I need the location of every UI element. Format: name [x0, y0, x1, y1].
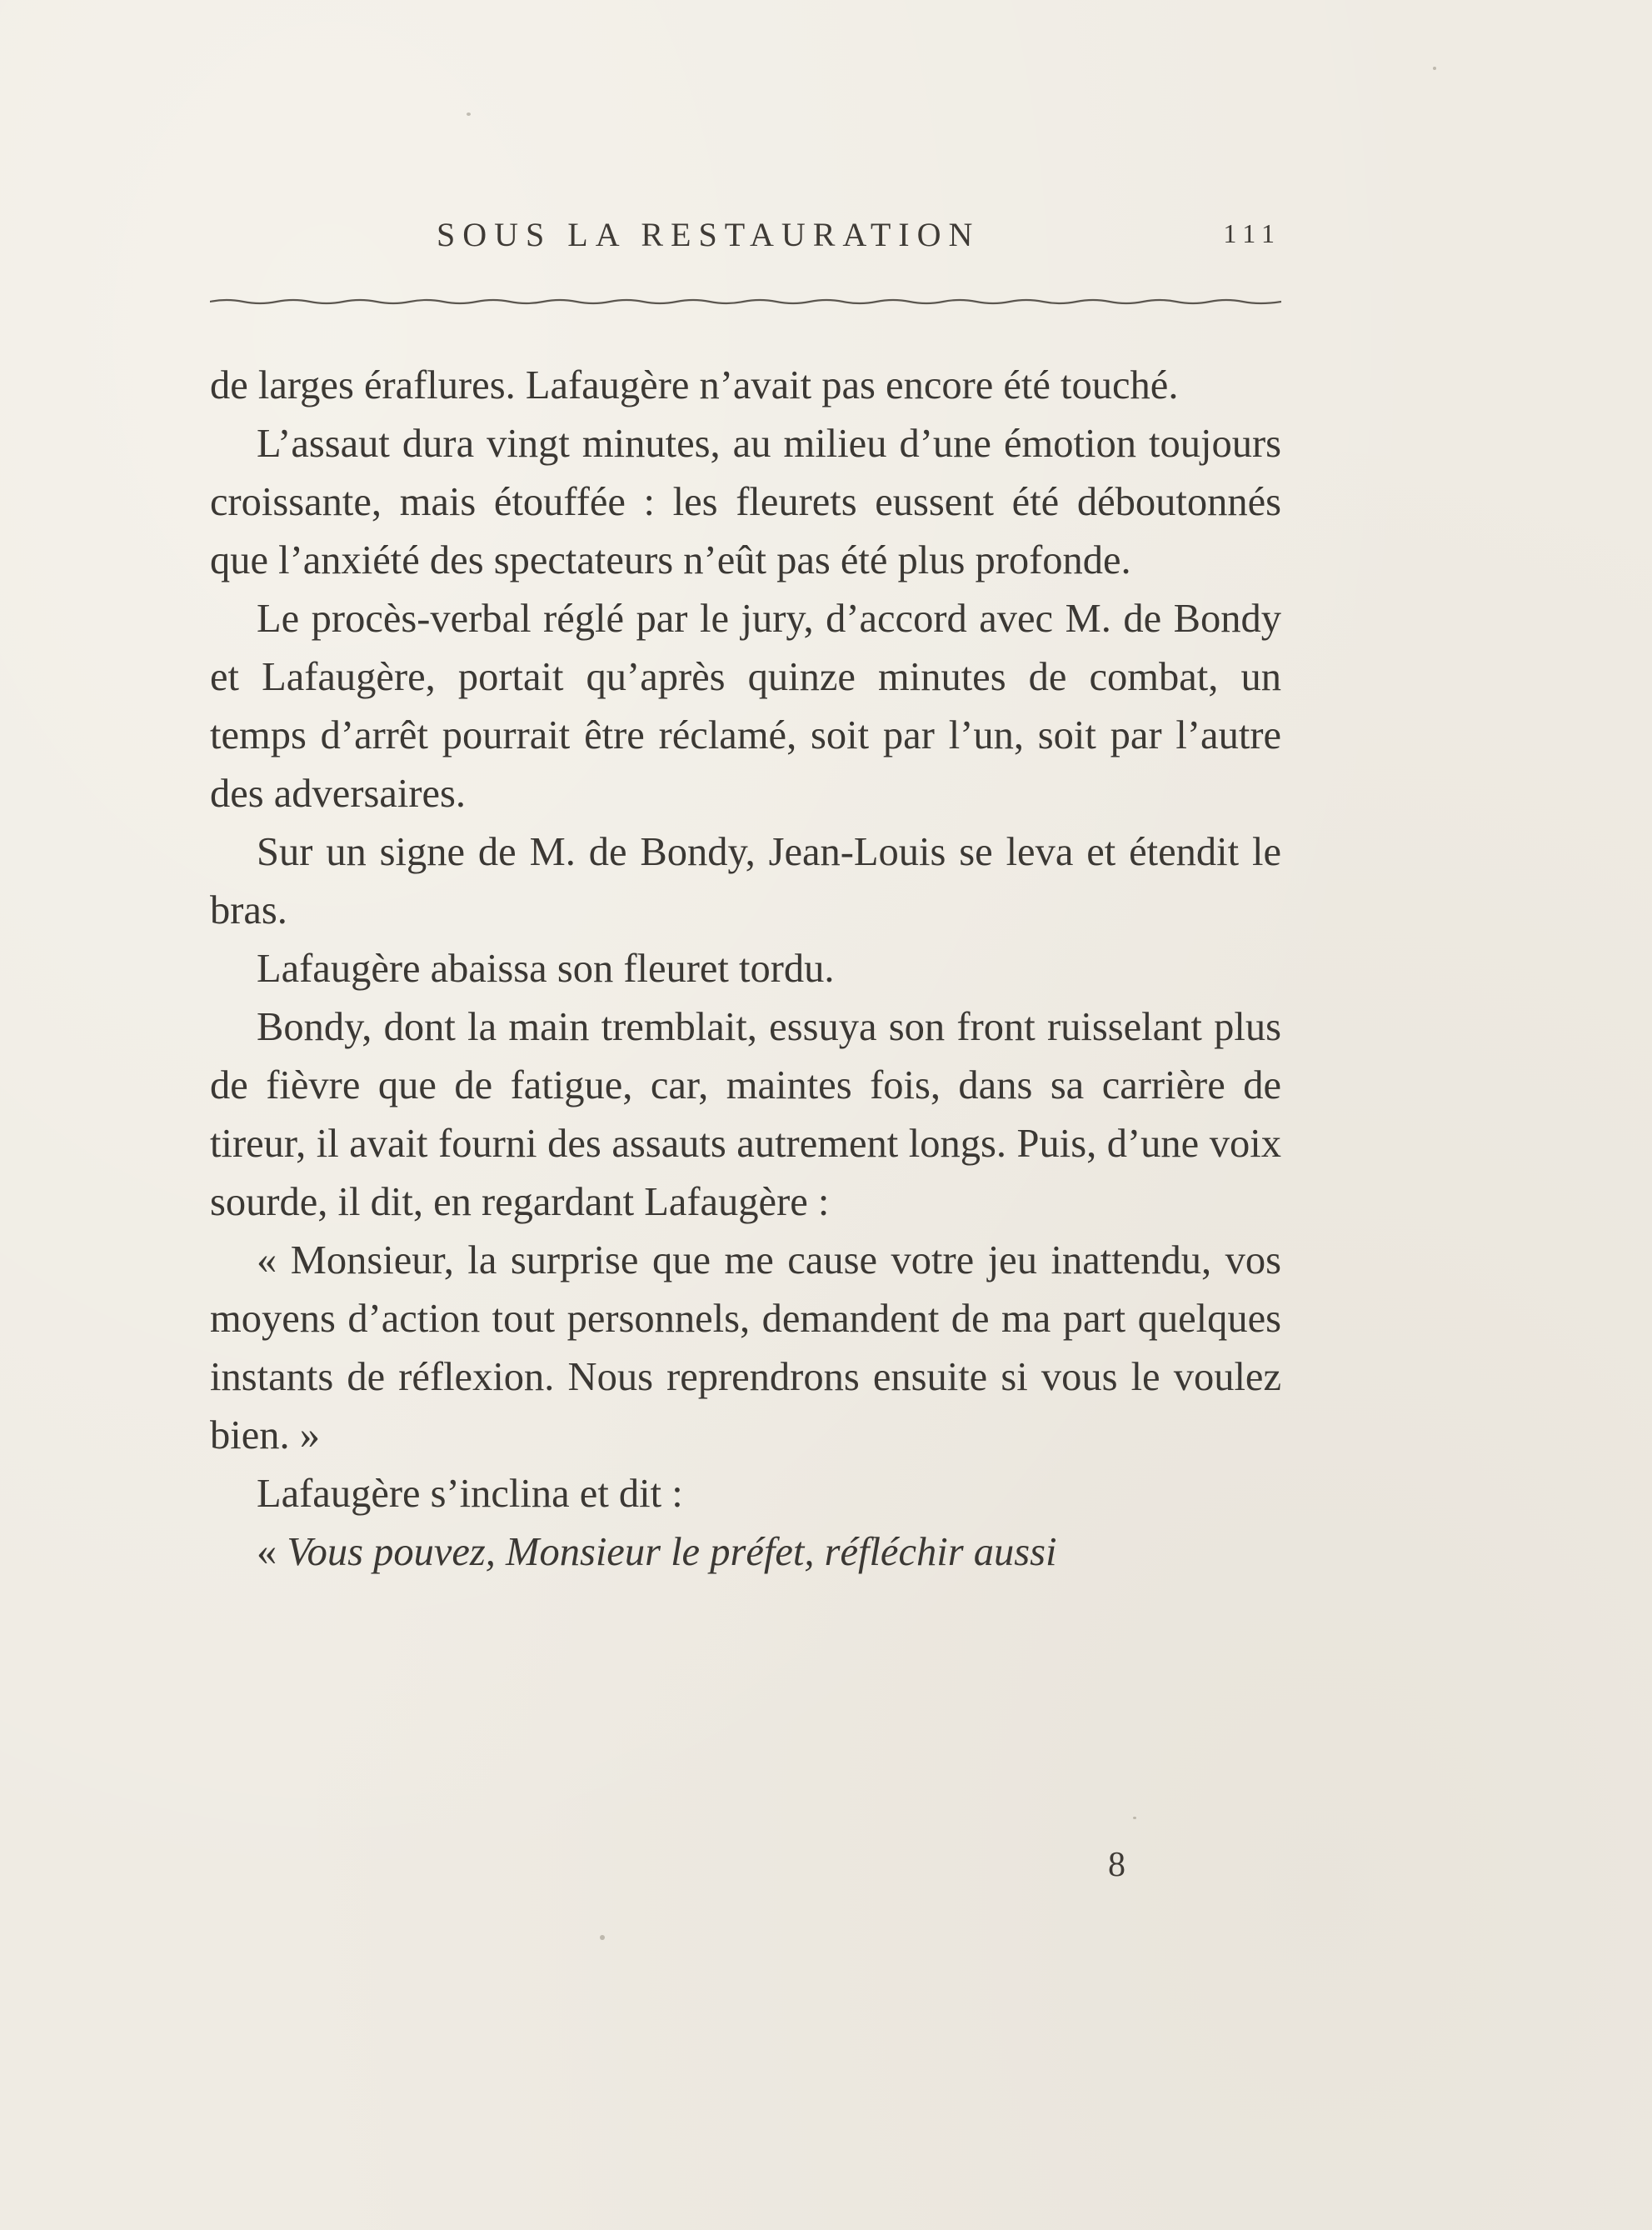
paper-speck: [1433, 67, 1436, 70]
italic-text: Vous pouvez, Monsieur le préfet, réfléchir aussi: [287, 1530, 1057, 1574]
paper-speck: [600, 1935, 605, 1940]
running-head: [210, 215, 1281, 265]
paragraph: Bondy, dont la main tremblait, essuya son front ruisselant plus de fièvre que de fatigue, car, maintes fois, dans sa carrière de tireur, il avait fourni des assauts autrement longs. Puis, d’une voix sourde, il dit, en regardant Lafaugère :: [210, 1005, 1281, 1224]
running-title: SOUS LA RESTAURATION: [437, 216, 981, 253]
opening-quote: «: [257, 1530, 277, 1574]
paragraph: Lafaugère abaissa son fleuret tordu.: [257, 947, 835, 991]
paragraph: Sur un signe de M. de Bondy, Jean-Louis se leva et étendit le bras.: [210, 830, 1281, 932]
header-rule: [210, 295, 1281, 308]
signature-mark: 8: [1108, 1846, 1125, 1884]
paragraph: « Monsieur, la surprise que me cause votre jeu inattendu, vos moyens d’action tout personnels, demandent de ma part quelques instants de réflexion. Nous reprendrons ensuite si vous le voulez bien. »: [210, 1238, 1281, 1458]
paragraph: L’assaut dura vingt minutes, au milieu d’une émotion toujours croissante, mais étouffée : les fleurets eussent été déboutonnés que l’anxiété des spectateurs n’eût pas été plus profonde.: [210, 422, 1281, 582]
paper-speck: [1133, 1817, 1136, 1819]
paragraph-italic-line: [210, 1523, 1281, 1582]
paragraph: de larges éraflures. Lafaugère n’avait pas encore été touché.: [210, 363, 1179, 408]
body-text: [210, 357, 1281, 1582]
paragraph: Le procès-verbal réglé par le jury, d’accord avec M. de Bondy et Lafaugère, portait qu’après quinze minutes de combat, un temps d’arrêt pourrait être réclamé, soit par l’un, soit par l’autre des adversaires.: [210, 597, 1281, 816]
paper-speck: [467, 112, 471, 116]
paragraph: Lafaugère s’inclina et dit :: [257, 1472, 683, 1516]
page-number: 111: [1223, 218, 1281, 248]
